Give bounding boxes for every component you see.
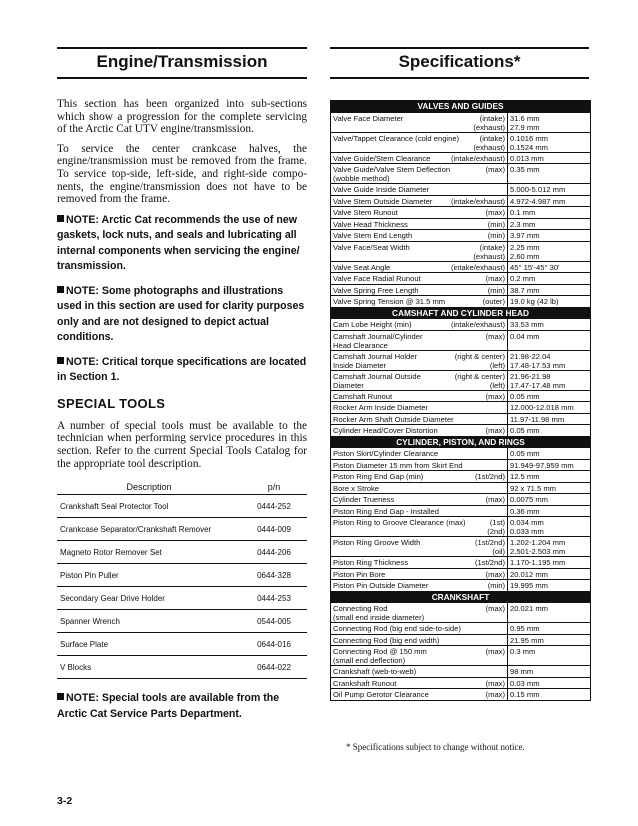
spec-value: 2.25 mm 2.60 mm xyxy=(510,242,540,261)
bullet-square-icon xyxy=(57,693,64,700)
note-text: NOTE: Critical torque specifications are located in Section 1. xyxy=(57,355,307,384)
spec-row xyxy=(331,677,590,689)
spec-name: Valve Face Radial Runout xyxy=(333,274,421,283)
spec-name: Valve Face Diameter xyxy=(333,113,404,123)
header-rule-left-top xyxy=(57,47,307,49)
tool-description: Magneto Rotor Remover Set xyxy=(57,541,241,564)
spec-name: Camshaft Journal/Cylinder Head Clearance xyxy=(333,331,423,350)
spec-qualifier: (intake/exhaust) xyxy=(450,262,505,272)
tool-part-number: 0444-206 xyxy=(241,541,307,564)
spec-name: Piston Pin Bore xyxy=(333,569,386,579)
spec-name-cell xyxy=(331,506,508,517)
spec-name-cell xyxy=(331,557,508,568)
spec-row xyxy=(331,568,590,580)
tool-description: Piston Pin Puller xyxy=(57,564,241,587)
table-row xyxy=(57,656,307,679)
spec-name: Bore x Stroke xyxy=(333,483,380,493)
tool-description: Surface Plate xyxy=(57,633,241,656)
spec-qualifier: (intake) (exhaust) xyxy=(473,113,505,132)
spec-name-cell xyxy=(331,296,508,307)
spec-name: Oil Pump Gerotor Clearance xyxy=(333,690,429,699)
tool-description: Secondary Gear Drive Holder xyxy=(57,587,241,610)
spec-name-cell xyxy=(331,666,508,677)
spec-value: 21.98-22.04 17.48-17.53 mm xyxy=(510,351,566,370)
table-row xyxy=(57,610,307,633)
spec-row xyxy=(331,424,590,436)
spec-qualifier: (min) xyxy=(487,285,505,295)
table-row xyxy=(57,495,307,518)
spec-name: Connecting Rod @ 150 mm (small end deflection) xyxy=(333,647,427,665)
tool-part-number: 0544-005 xyxy=(241,610,307,633)
spec-qualifier: (intake/exhaust) xyxy=(450,320,505,329)
spec-name-cell xyxy=(331,184,508,195)
tool-part-number: 0444-252 xyxy=(241,495,307,518)
specifications-table xyxy=(330,100,591,701)
spec-value: 1.202-1.204 mm 2.501-2.503 mm xyxy=(510,538,566,556)
spec-qualifier: (min) xyxy=(487,219,505,229)
spec-row xyxy=(331,470,590,482)
spec-row xyxy=(331,195,590,207)
spec-name-cell xyxy=(331,273,508,284)
spec-qualifier: (intake/exhaust) xyxy=(450,153,505,163)
spec-name: Crankshaft (web-to-web) xyxy=(333,667,417,676)
spec-name: Piston Ring Thickness xyxy=(333,558,408,567)
spec-row xyxy=(331,152,590,164)
specifications-footnote: * Specifications subject to change without notice. xyxy=(346,742,525,752)
intro-paragraph-1: This section has been organized into sub-sections which show a progression for the complete servicing of the Arctic Cat UTV engine/transmission. xyxy=(57,98,307,136)
spec-row xyxy=(331,132,590,152)
spec-value: 19.995 mm xyxy=(510,581,548,590)
spec-row xyxy=(331,482,590,494)
spec-qualifier: (1st/2nd) (oil) xyxy=(475,538,505,556)
header-rule-right-bottom xyxy=(330,77,589,79)
spec-value: 0.05 mm xyxy=(510,449,540,458)
spec-value: 0.0075 mm xyxy=(510,495,548,504)
spec-value: 92 x 71.5 mm xyxy=(510,483,557,493)
spec-value: 33.53 mm xyxy=(510,320,544,329)
spec-value: 0.05 mm xyxy=(510,426,540,435)
tool-description: Crankshaft Seal Protector Tool xyxy=(57,495,241,518)
spec-row xyxy=(331,556,590,568)
spec-value: 0.95 mm xyxy=(510,624,540,633)
note-torque xyxy=(57,355,307,386)
spec-value: 12.000-12.018 mm xyxy=(510,403,574,412)
spec-name: Piston Skirt/Cylinder Clearance xyxy=(333,449,439,458)
spec-section-header xyxy=(331,436,590,448)
spec-qualifier: (1st) (2nd) xyxy=(487,518,505,536)
tool-description: Crankcase Separator/Crankshaft Remover xyxy=(57,518,241,541)
spec-row xyxy=(331,318,590,330)
spec-row xyxy=(331,284,590,296)
spec-name-cell xyxy=(331,331,508,350)
spec-name: Rocker Arm Inside Diameter xyxy=(333,403,428,412)
spec-value: 20.021 mm xyxy=(510,604,548,613)
spec-qualifier: (max) xyxy=(485,426,505,435)
spec-name-cell xyxy=(331,196,508,207)
spec-qualifier: (intake) (exhaust) xyxy=(473,242,505,261)
spec-value: 20.012 mm xyxy=(510,569,548,579)
spec-value: 19.0 kg (42 lb) xyxy=(510,297,559,306)
intro-paragraph-2: To service the center crankcase halves, the engine/transmission must be removed from the frame. To service top-side, left-side, and right-side compo- nents, the engine/transmission does not have to be removed from the frame. xyxy=(57,142,307,206)
spec-name-cell xyxy=(331,460,508,471)
spec-name: Connecting Rod (big end side-to-side) xyxy=(333,624,461,633)
spec-row xyxy=(331,602,590,622)
spec-qualifier: (min) xyxy=(487,231,505,240)
spec-name-cell xyxy=(331,425,508,436)
spec-value: 0.034 mm 0.033 mm xyxy=(510,518,544,536)
spec-value: 2.3 mm xyxy=(510,219,536,229)
spec-value: 21.95 mm xyxy=(510,635,544,645)
spec-name: Connecting Rod (big end width) xyxy=(333,635,440,645)
spec-qualifier: (outer) xyxy=(482,297,505,306)
spec-name: Valve Stem End Length xyxy=(333,231,413,240)
spec-name: Piston Ring End Gap - Installed xyxy=(333,506,439,516)
page-number: 3-2 xyxy=(57,795,73,807)
spec-row xyxy=(331,330,590,350)
spec-name: Crankshaft Runout xyxy=(333,678,397,688)
spec-value: 1.170-1.195 mm xyxy=(510,558,566,567)
section-title: Engine/Transmission xyxy=(96,52,268,71)
note-special-tools xyxy=(57,691,307,722)
spec-name-cell xyxy=(331,262,508,273)
spec-qualifier: (intake) (exhaust) xyxy=(473,133,505,152)
note-text: NOTE: Arctic Cat recommends the use of new gaskets, lock nuts, and seals and lubricating all internal components when servicing the engine/ transmission. xyxy=(57,213,300,273)
tool-part-number: 0444-253 xyxy=(241,587,307,610)
spec-row xyxy=(331,505,590,517)
spec-value: 0.36 mm xyxy=(510,506,540,516)
spec-name-cell xyxy=(331,517,508,536)
spec-name: Valve Guide Inside Diameter xyxy=(333,185,430,194)
spec-row xyxy=(331,295,590,307)
spec-row xyxy=(331,229,590,241)
spec-qualifier: (intake/exhaust) xyxy=(450,196,505,206)
spec-value: 0.013 mm xyxy=(510,153,544,163)
spec-qualifier: (1st/2nd) xyxy=(475,472,505,481)
spec-name: Connecting Rod (small end inside diameter) xyxy=(333,604,425,622)
spec-row xyxy=(331,206,590,218)
tool-part-number: 0644-328 xyxy=(241,564,307,587)
spec-section-header xyxy=(331,101,590,112)
spec-name-cell xyxy=(331,646,508,665)
spec-name: Piston Ring to Groove Clearance (max) xyxy=(333,518,466,527)
spec-name-cell xyxy=(331,635,508,646)
spec-name: Valve Guide/Stem Clearance xyxy=(333,153,431,163)
spec-name: Valve Guide/Valve Stem Deflection (wobble method) xyxy=(333,165,451,183)
spec-name-cell xyxy=(331,483,508,494)
spec-row xyxy=(331,390,590,402)
spec-name: Piston Pin Outside Diameter xyxy=(333,581,429,590)
spec-name-cell xyxy=(331,623,508,634)
spec-row xyxy=(331,218,590,230)
tool-part-number: 0644-016 xyxy=(241,633,307,656)
table-row xyxy=(57,564,307,587)
spec-value: 11.97-11.98 mm xyxy=(510,414,565,424)
tool-part-number: 0644-022 xyxy=(241,656,307,679)
spec-name: Valve Spring Tension @ 31.5 mm xyxy=(333,297,446,306)
table-row xyxy=(57,633,307,656)
note-text: NOTE: Special tools are available from the Arctic Cat Service Parts Department. xyxy=(57,692,280,720)
spec-name-cell xyxy=(331,414,508,425)
table-row xyxy=(57,587,307,610)
note-new-gaskets xyxy=(57,213,307,275)
spec-value: 0.3 mm xyxy=(510,647,536,656)
spec-qualifier: (max) xyxy=(485,495,505,504)
spec-name-cell xyxy=(331,133,508,152)
spec-qualifier: (max) xyxy=(485,331,505,341)
spec-qualifier: (max) xyxy=(485,208,505,217)
spec-qualifier: (max) xyxy=(485,165,505,174)
spec-name: Camshaft Runout xyxy=(333,391,393,401)
spec-name: Cylinder Head/Cover Distortion xyxy=(333,426,438,435)
spec-section-title: CYLINDER, PISTON, AND RINGS xyxy=(396,436,525,447)
spec-section-title: VALVES AND GUIDES xyxy=(417,101,504,111)
spec-name-cell xyxy=(331,319,508,330)
spec-name-cell xyxy=(331,471,508,482)
spec-row xyxy=(331,370,590,390)
spec-value: 0.05 mm xyxy=(510,391,540,401)
spec-qualifier: (max) xyxy=(485,274,505,283)
spec-name: Valve/Tappet Clearance (cold engine) xyxy=(333,133,460,143)
spec-row xyxy=(331,447,590,459)
tools-col-pn: p/n xyxy=(241,480,307,495)
bullet-square-icon xyxy=(57,286,64,293)
spec-row xyxy=(331,413,590,425)
spec-value: 4.972-4.987 mm xyxy=(510,196,566,206)
spec-row xyxy=(331,261,590,273)
spec-name-cell xyxy=(331,153,508,164)
spec-qualifier: (max) xyxy=(485,391,505,401)
spec-name-cell xyxy=(331,448,508,459)
spec-value: 0.2 mm xyxy=(510,274,536,283)
spec-section-title: CAMSHAFT AND CYLINDER HEAD xyxy=(391,307,530,318)
spec-qualifier: (min) xyxy=(487,581,505,590)
table-row xyxy=(57,541,307,564)
spec-value: 5.000-5.012 mm xyxy=(510,185,566,194)
spec-row xyxy=(331,536,590,556)
spec-section-header xyxy=(331,307,590,319)
spec-value: 0.15 mm xyxy=(510,690,540,699)
spec-name: Valve Face/Seat Width xyxy=(333,242,410,252)
spec-qualifier: (max) xyxy=(485,647,505,656)
spec-row xyxy=(331,183,590,195)
spec-name: Cylinder Trueness xyxy=(333,495,395,504)
table-row xyxy=(57,518,307,541)
spec-name-cell xyxy=(331,351,508,370)
spec-row xyxy=(331,579,590,591)
spec-name-cell xyxy=(331,689,508,700)
spec-name: Valve Seat Angle xyxy=(333,262,391,272)
tool-part-number: 0444-009 xyxy=(241,518,307,541)
spec-name: Cam Lobe Height (min) xyxy=(333,320,412,329)
bullet-square-icon xyxy=(57,357,64,364)
spec-qualifier: (right & center) (left) xyxy=(454,351,505,370)
spec-name: Valve Stem Outside Diameter xyxy=(333,196,433,206)
spec-name-cell xyxy=(331,537,508,556)
spec-name-cell xyxy=(331,391,508,402)
spec-name-cell xyxy=(331,219,508,230)
spec-row xyxy=(331,241,590,261)
special-tools-paragraph: A number of special tools must be available to the technician when performing service procedures in this section. Refer to the current Special Tools Catalog for the appropriate tool description. xyxy=(57,419,307,470)
spec-name: Valve Head Thickness xyxy=(333,219,408,229)
spec-value: 0.1016 mm 0.1524 mm xyxy=(510,133,548,152)
note-text: NOTE: Some photographs and illustrations used in this section are used for clarity purposes only and are not designed to depict actual conditions. xyxy=(57,284,305,344)
spec-name-cell xyxy=(331,164,508,183)
spec-name-cell xyxy=(331,242,508,261)
left-column xyxy=(57,98,307,731)
spec-value: 98 mm xyxy=(510,667,534,676)
special-tools-table xyxy=(57,480,307,679)
spec-name: Camshaft Journal Outside Diameter xyxy=(333,371,421,390)
spec-row xyxy=(331,350,590,370)
spec-qualifier: (max) xyxy=(485,604,505,613)
tool-description: Spanner Wrench xyxy=(57,610,241,633)
spec-name: Rocker Arm Shaft Outside Diameter xyxy=(333,414,454,424)
spec-value: 21.96-21.98 17.47-17.48 mm xyxy=(510,371,566,390)
spec-row xyxy=(331,401,590,413)
special-tools-heading: SPECIAL TOOLS xyxy=(57,395,166,411)
spec-qualifier: (right & center) (left) xyxy=(454,371,505,390)
tools-header-row xyxy=(57,480,307,495)
spec-value: 12.5 mm xyxy=(510,472,540,481)
spec-qualifier: (max) xyxy=(485,690,505,699)
spec-row xyxy=(331,163,590,183)
spec-qualifier: (max) xyxy=(485,569,505,579)
tools-col-description: Description xyxy=(57,480,241,495)
spec-row xyxy=(331,516,590,536)
spec-value: 0.35 mm xyxy=(510,165,540,174)
spec-row xyxy=(331,112,590,132)
spec-row xyxy=(331,622,590,634)
spec-section-title: CRANKSHAFT xyxy=(431,591,490,602)
tool-description: V Blocks xyxy=(57,656,241,679)
spec-name-cell xyxy=(331,603,508,622)
spec-value: 0.04 mm xyxy=(510,331,540,341)
spec-row xyxy=(331,688,590,700)
spec-name-cell xyxy=(331,402,508,413)
spec-name: Piston Ring Groove Width xyxy=(333,538,421,547)
spec-value: 38.7 mm xyxy=(510,285,540,295)
spec-value: 0.03 mm xyxy=(510,678,540,688)
spec-value: 45° 15'-45° 30' xyxy=(510,262,560,272)
spec-row xyxy=(331,493,590,505)
spec-name: Valve Spring Free Length xyxy=(333,285,419,295)
spec-name-cell xyxy=(331,569,508,580)
spec-name-cell xyxy=(331,113,508,132)
header-rule-left-bottom xyxy=(57,77,307,79)
header-rule-right-top xyxy=(330,47,589,49)
spec-name-cell xyxy=(331,230,508,241)
spec-name-cell xyxy=(331,678,508,689)
spec-name-cell xyxy=(331,207,508,218)
bullet-square-icon xyxy=(57,215,64,222)
spec-name: Camshaft Journal Holder Inside Diameter xyxy=(333,351,417,370)
spec-section-header xyxy=(331,591,590,603)
spec-name: Valve Stem Runout xyxy=(333,208,398,217)
spec-row xyxy=(331,634,590,646)
note-illustrations xyxy=(57,284,307,346)
spec-value: 91.949-97.959 mm xyxy=(510,460,574,470)
spec-row xyxy=(331,645,590,665)
spec-qualifier: (max) xyxy=(485,678,505,688)
spec-name-cell xyxy=(331,494,508,505)
spec-name-cell xyxy=(331,371,508,390)
spec-name: Piston Ring End Gap (min) xyxy=(333,472,424,481)
spec-name: Piston Diameter 15 mm from Skirt End xyxy=(333,460,463,470)
spec-name-cell xyxy=(331,580,508,591)
spec-row xyxy=(331,272,590,284)
specifications-title: Specifications* xyxy=(398,52,521,71)
spec-value: 3.97 mm xyxy=(510,231,540,240)
spec-value: 31.6 mm 27.9 mm xyxy=(510,113,540,132)
spec-value: 0.1 mm xyxy=(510,208,536,217)
spec-name-cell xyxy=(331,285,508,296)
spec-row xyxy=(331,459,590,471)
spec-row xyxy=(331,665,590,677)
spec-qualifier: (1st/2nd) xyxy=(475,558,505,567)
